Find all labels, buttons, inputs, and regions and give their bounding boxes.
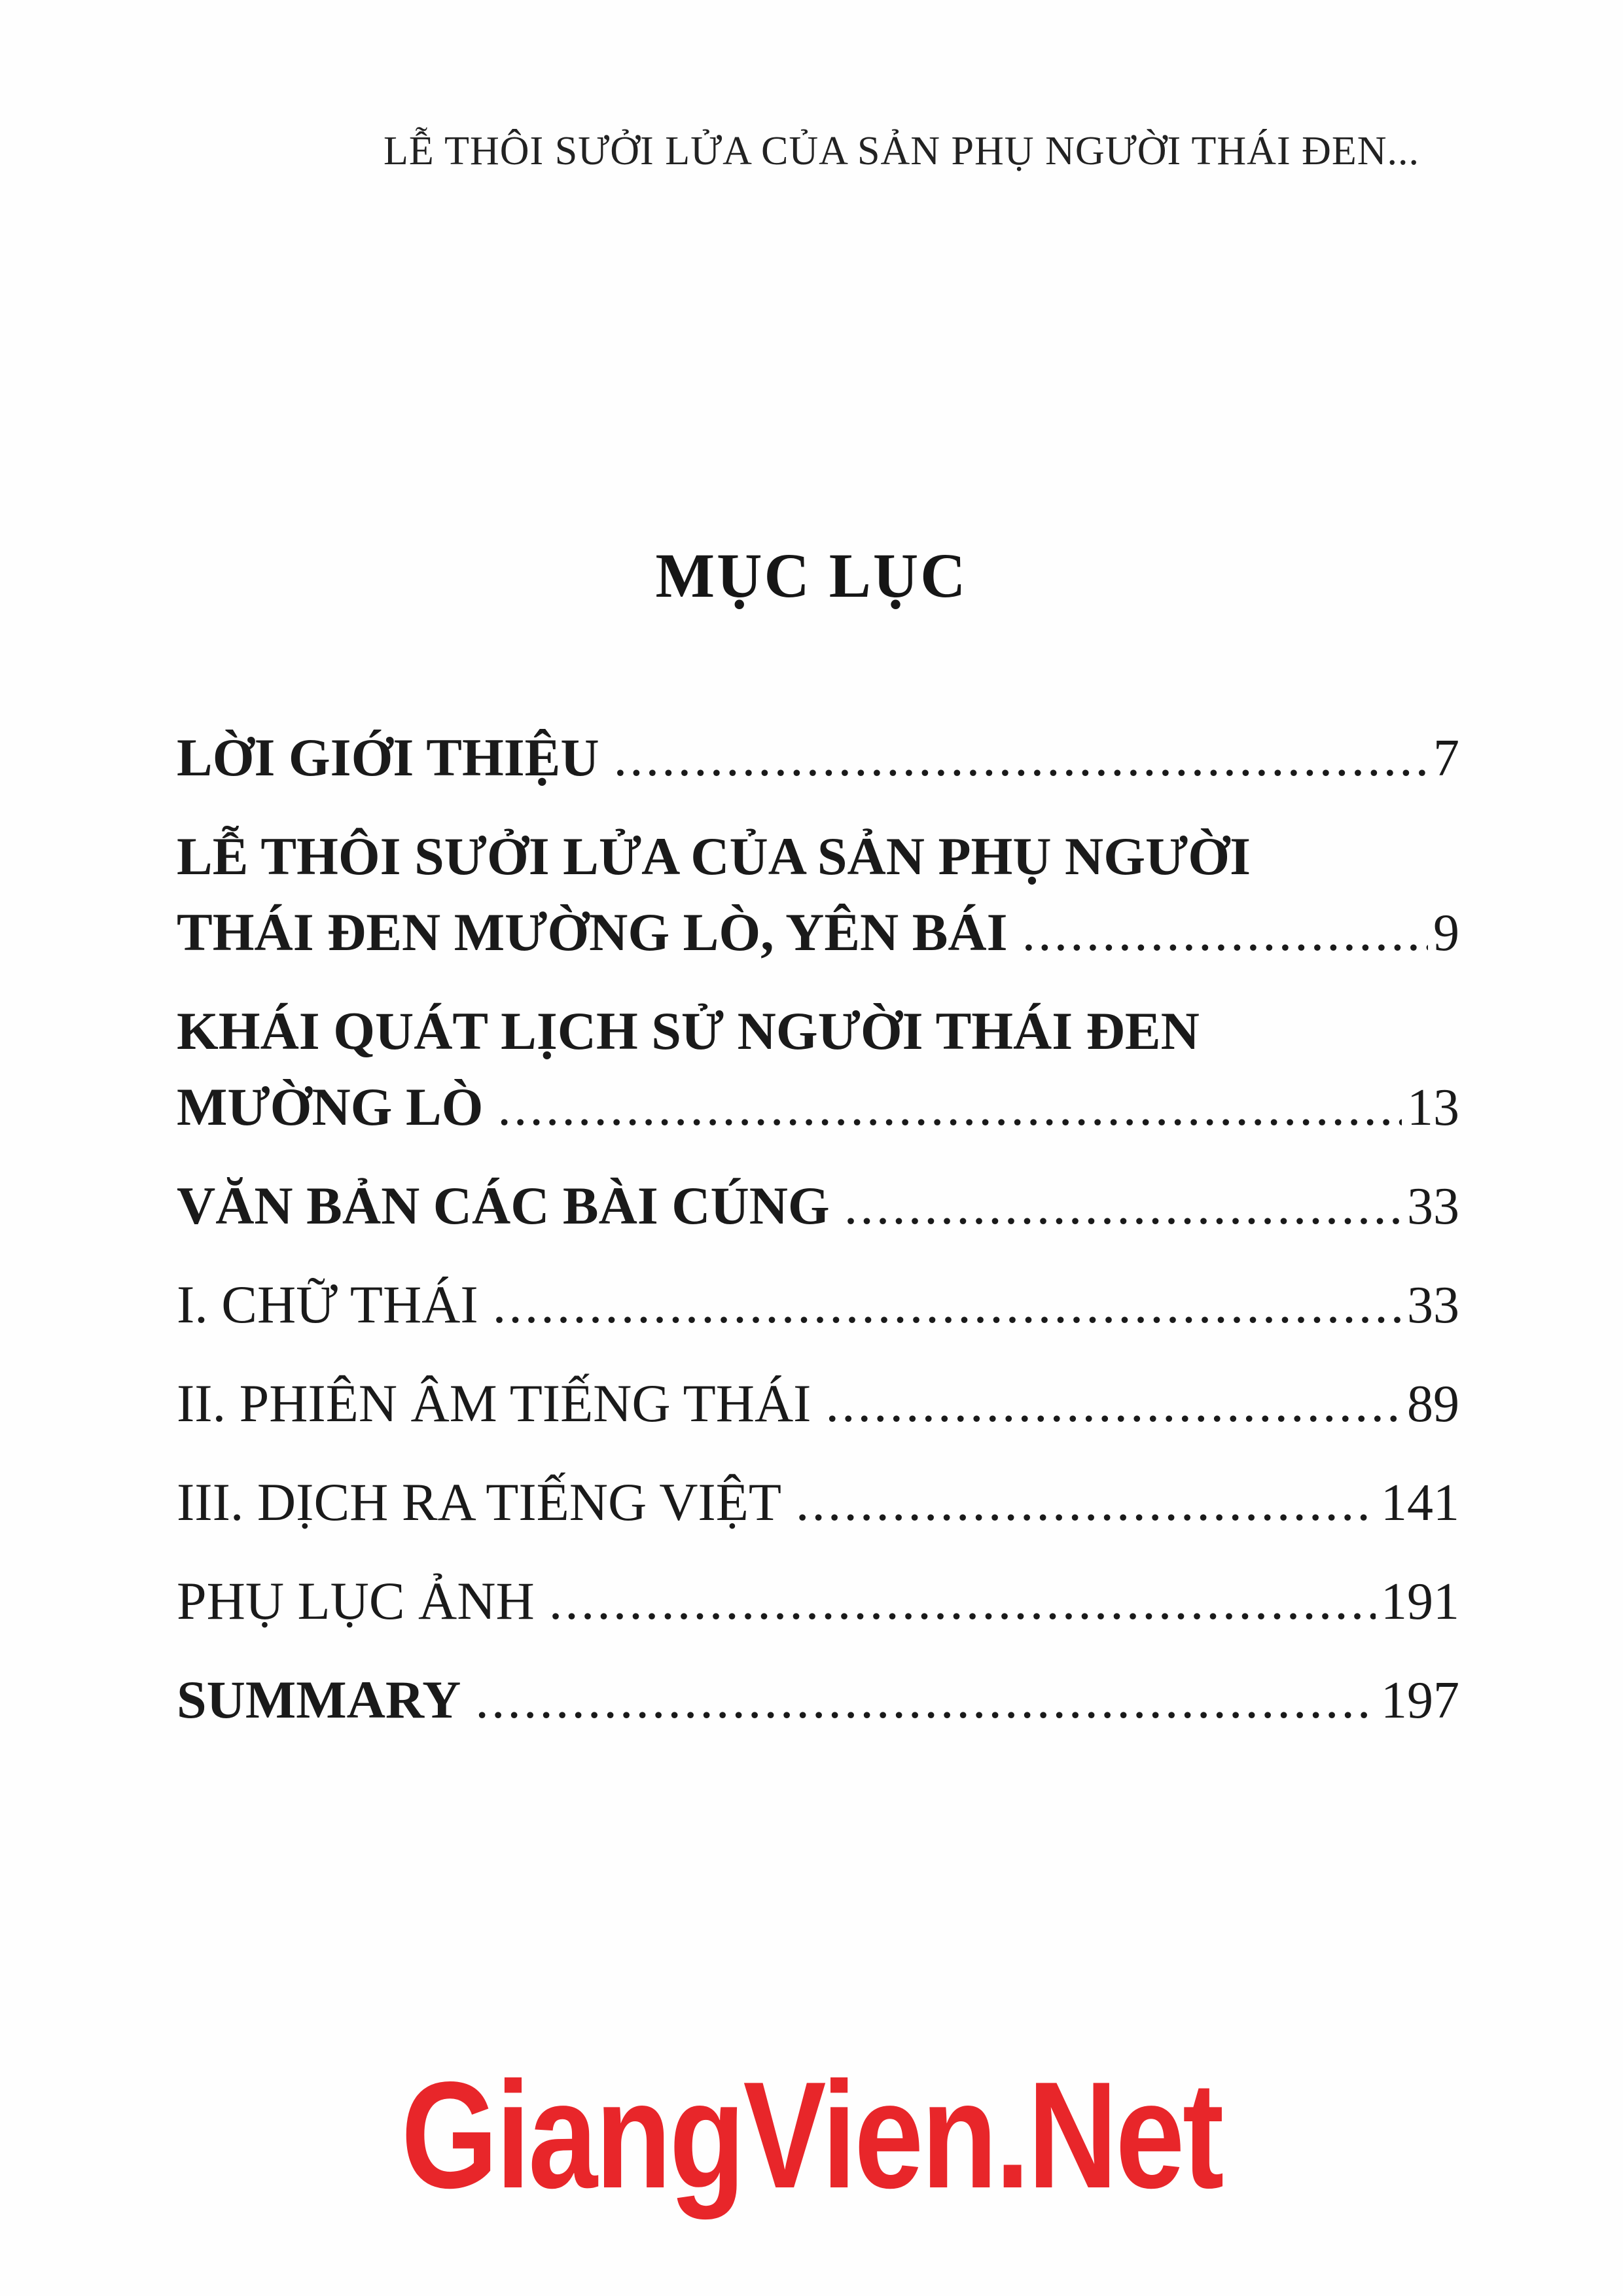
table-of-contents — [177, 720, 1459, 1739]
toc-entry-chu-thai — [177, 1267, 1459, 1343]
toc-page-number: 197 — [1381, 1672, 1459, 1729]
dot-leader — [549, 1563, 1376, 1639]
toc-entry-phu-luc-anh — [177, 1563, 1459, 1640]
toc-entry-title: LỄ THÔI SƯỞI LỬA CỦA SẢN PHỤ NGƯỜI — [177, 826, 1251, 886]
toc-page-number: 9 — [1433, 904, 1459, 962]
toc-entry-le-thoi-suoi-lua — [177, 819, 1459, 971]
dot-leader — [844, 1168, 1402, 1244]
toc-entry-title: I. CHỮ THÁI — [177, 1275, 478, 1334]
toc-page-number: 7 — [1433, 730, 1459, 787]
running-header: LỄ THÔI SƯỞI LỬA CỦA SẢN PHỤ NGƯỜI THÁI ĐEN... — [383, 129, 1420, 173]
toc-page-number: 191 — [1381, 1573, 1459, 1631]
toc-entry-title: III. DỊCH RA TIẾNG VIỆT — [177, 1472, 781, 1532]
dot-leader — [475, 1662, 1376, 1738]
dot-leader — [1022, 894, 1428, 970]
watermark-logo: GiangVien.Net — [401, 2051, 1222, 2220]
toc-page-number: 13 — [1407, 1079, 1459, 1137]
toc-entry-van-ban-cac-bai-cung — [177, 1168, 1459, 1245]
toc-entry-title: KHÁI QUÁT LỊCH SỬ NGƯỜI THÁI ĐEN — [177, 1001, 1200, 1061]
toc-page-number: 89 — [1407, 1375, 1459, 1433]
toc-entry-title: LỜI GIỚI THIỆU — [177, 728, 599, 787]
toc-entry-khai-quat-lich-su — [177, 993, 1459, 1146]
toc-entry-summary — [177, 1662, 1459, 1739]
toc-entry-phien-am-tieng-thai — [177, 1366, 1459, 1442]
toc-entry-title-continued: MƯỜNG LÒ — [177, 1077, 484, 1137]
dot-leader — [493, 1267, 1402, 1343]
toc-entry-title: PHỤ LỤC ẢNH — [177, 1571, 535, 1631]
dot-leader — [825, 1366, 1402, 1441]
toc-entry-title: II. PHIÊN ÂM TIẾNG THÁI — [177, 1373, 812, 1433]
toc-entry-loi-gioi-thieu — [177, 720, 1459, 796]
toc-entry-dich-ra-tieng-viet — [177, 1464, 1459, 1541]
toc-entry-title: SUMMARY — [177, 1670, 461, 1729]
toc-page-number: 141 — [1381, 1474, 1459, 1532]
toc-page-number: 33 — [1407, 1178, 1459, 1235]
toc-entry-title-continued: THÁI ĐEN MƯỜNG LÒ, YÊN BÁI — [177, 902, 1008, 962]
toc-entry-title: VĂN BẢN CÁC BÀI CÚNG — [177, 1176, 830, 1235]
dot-leader — [796, 1464, 1376, 1540]
toc-title: MỤC LỤC — [655, 540, 968, 610]
dot-leader — [614, 720, 1428, 796]
toc-page-number: 33 — [1407, 1277, 1459, 1334]
dot-leader — [497, 1069, 1402, 1145]
